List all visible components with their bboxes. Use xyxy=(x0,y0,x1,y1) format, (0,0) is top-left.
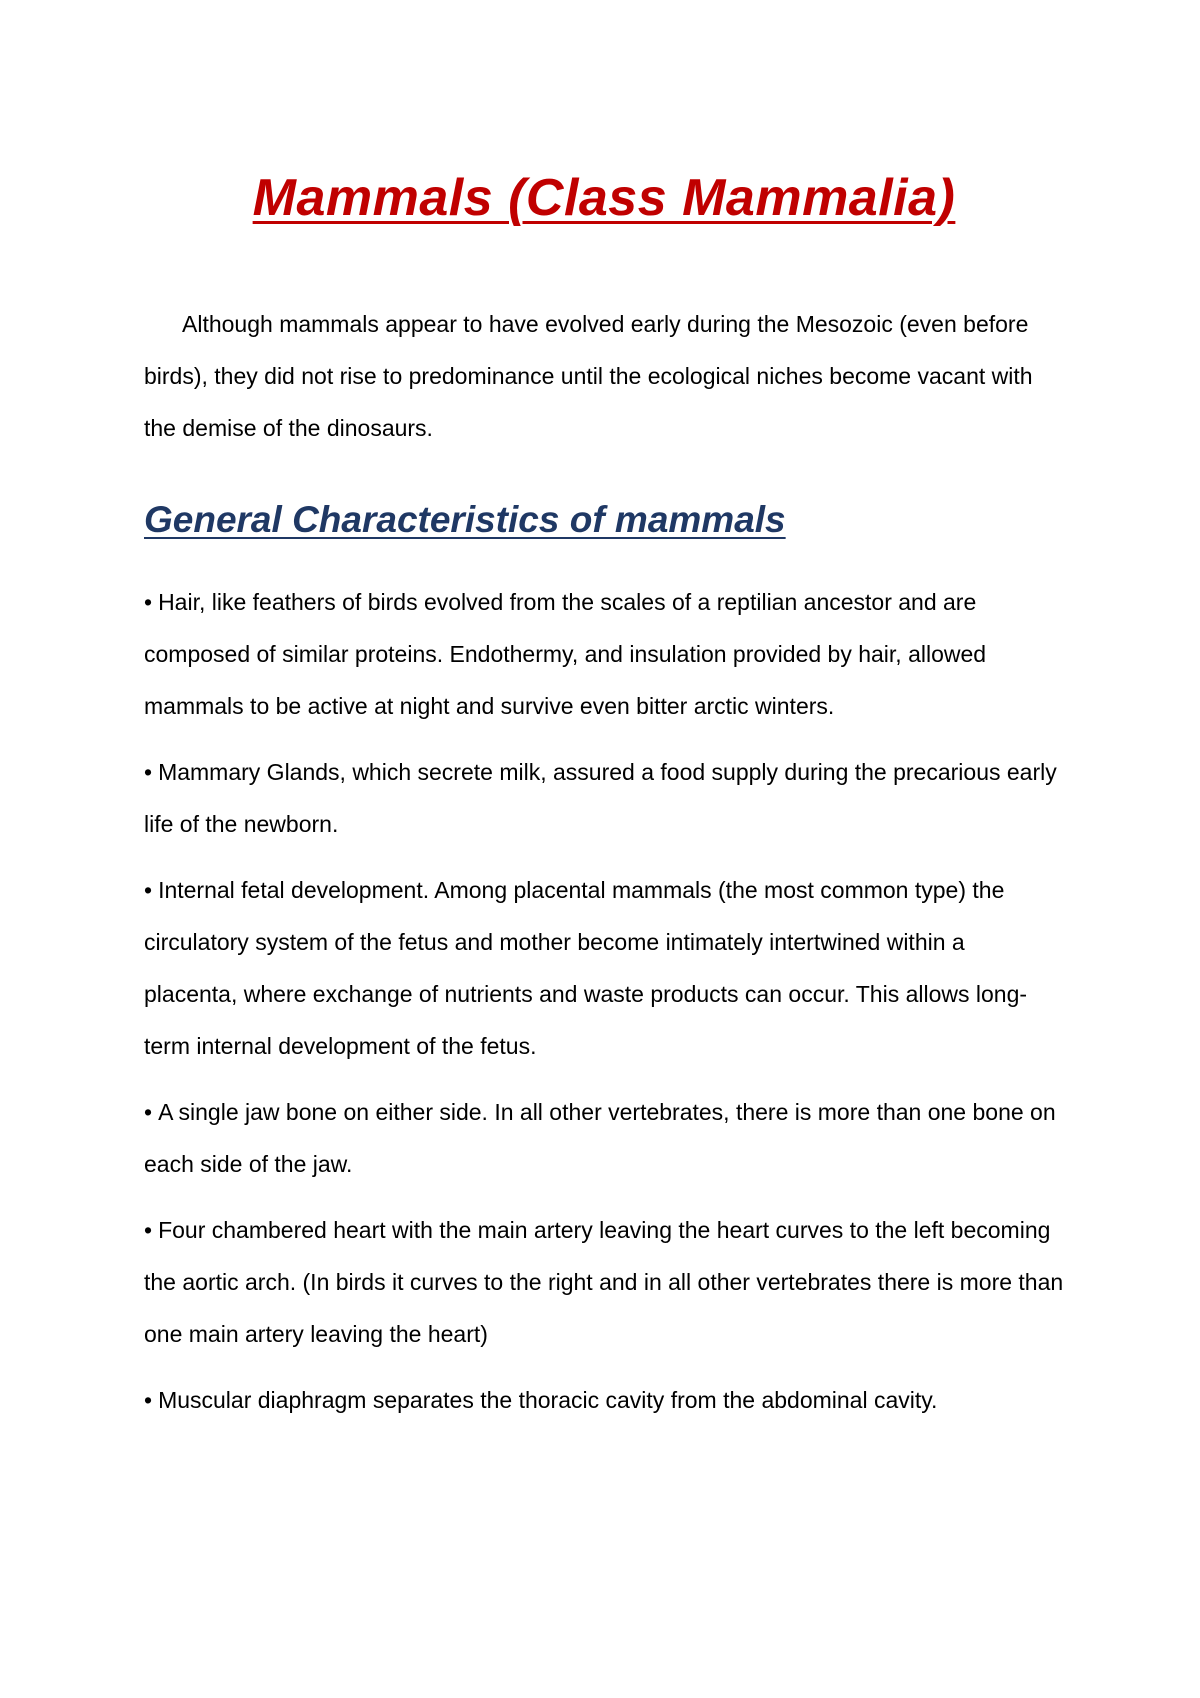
bullet-icon: • xyxy=(144,877,153,903)
bullet-icon: • xyxy=(144,1099,153,1125)
bullet-icon: • xyxy=(144,1387,153,1413)
list-item xyxy=(144,1374,1064,1426)
bullet-icon: • xyxy=(144,1217,153,1243)
characteristics-list xyxy=(144,576,1064,1426)
list-item xyxy=(144,1086,1064,1190)
bullet-icon: • xyxy=(144,589,153,615)
document-body xyxy=(144,160,1064,1440)
list-item xyxy=(144,864,1064,1072)
section-heading: General Characteristics of mammals xyxy=(144,499,786,540)
document-title: Mammals (Class Mammalia) xyxy=(252,169,956,227)
list-item-text: A single jaw bone on either side. In all other vertebrates, there is more than one bone on each side of the jaw. xyxy=(144,1099,1056,1177)
list-item-text: Hair, like feathers of birds evolved from the scales of a reptilian ancestor and are composed of similar proteins. Endothermy, and insulation provided by hair, allowed mammals to be active at night and survive even bitter arctic winters. xyxy=(144,589,987,719)
list-item xyxy=(144,746,1064,850)
list-item xyxy=(144,1204,1064,1360)
list-item xyxy=(144,576,1064,732)
list-item-text: Mammary Glands, which secrete milk, assured a food supply during the precarious early life of the newborn. xyxy=(144,759,1057,837)
bullet-icon: • xyxy=(144,759,153,785)
list-item-text: Internal fetal development. Among placental mammals (the most common type) the circulatory system of the fetus and mother become intimately intertwined within a placenta, where exchange of nutrients and waste products can occur. This allows long-term internal development of the fetus. xyxy=(144,877,1028,1059)
list-item-text: Four chambered heart with the main artery leaving the heart curves to the left becoming the aortic arch. (In birds it curves to the right and in all other vertebrates there is more than one main artery leaving the heart) xyxy=(144,1217,1064,1347)
intro-paragraph: Although mammals appear to have evolved early during the Mesozoic (even before birds), they did not rise to predominance until the ecological niches become vacant with the demise of the dinosaurs. xyxy=(144,311,1033,441)
list-item-text: Muscular diaphragm separates the thoracic cavity from the abdominal cavity. xyxy=(158,1387,938,1413)
